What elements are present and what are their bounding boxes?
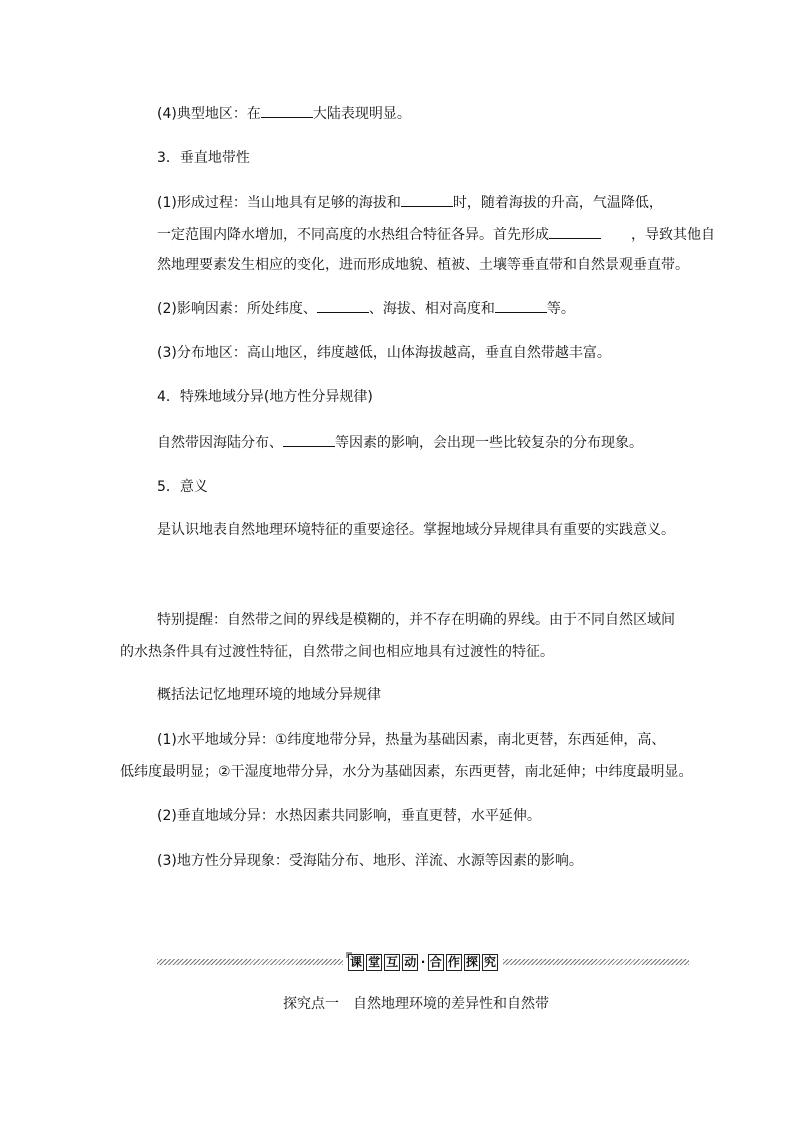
banner-char: 究 <box>482 954 498 971</box>
banner-hatch-left <box>157 959 343 965</box>
banner-char: 合 <box>428 954 444 971</box>
answer-blank <box>261 103 313 118</box>
banner-char: 探 <box>464 954 480 971</box>
banner-char: 作 <box>446 954 462 971</box>
summary-item3: (3)地方性分异现象：受海陆分布、地形、洋流、水源等因素的影响。 <box>157 853 583 869</box>
vertical-factors-middle: 、海拔、相对高度和 <box>368 301 495 317</box>
heading-special-differentiation: 4．特殊地域分异(地方性分异规律) <box>157 389 373 405</box>
vertical-formation-line1 <box>157 192 663 213</box>
answer-blank <box>549 224 601 239</box>
vertical-formation-suffix: 时，随着海拔的升高，气温降低， <box>452 195 663 211</box>
vertical-factors-suffix: 等。 <box>546 301 575 317</box>
section-banner <box>157 952 689 972</box>
vertical-distribution: (3)分布地区：高山地区，纬度越低，山体海拔越高，垂直自然带越丰富。 <box>157 345 611 361</box>
vertical-formation-line2-prefix: 一定范围内降水增加，不同高度的水热组合特征各异。首先形成 <box>157 227 549 243</box>
item-typical-region-prefix: (4)典型地区：在 <box>157 106 261 122</box>
banner-char: 课 <box>348 954 364 971</box>
special-text-suffix: 等因素的影响，会出现一些比较复杂的分布现象。 <box>335 435 643 451</box>
vertical-formation-prefix: (1)形成过程：当山地具有足够的海拔和 <box>157 195 401 211</box>
answer-blank <box>283 432 335 447</box>
heading-meaning: 5．意义 <box>157 479 208 495</box>
banner-char: 互 <box>384 954 400 971</box>
meaning-text: 是认识地表自然地理环境特征的重要途径。掌握地域分异规律具有重要的实践意义。 <box>157 522 675 538</box>
tip-line1: 特别提醒：自然带之间的界线是模糊的，并不存在明确的界线。由于不同自然区域间 <box>157 612 675 628</box>
tip-line2: 的水热条件具有过渡性特征，自然带之间也相应地具有过渡性的特征。 <box>120 644 554 660</box>
vertical-factors-prefix: (2)影响因素：所处纬度、 <box>157 301 317 317</box>
answer-blank <box>317 298 369 313</box>
vertical-formation-line2-suffix: ，导致其他自 <box>631 227 715 243</box>
summary-title: 概括法记忆地理环境的地域分异规律 <box>157 687 381 703</box>
banner-char: 动 <box>402 954 418 971</box>
answer-blank <box>495 298 547 313</box>
heading-vertical-zonality: 3．垂直地带性 <box>157 150 250 166</box>
banner-hatch-right <box>503 959 689 965</box>
summary-item1-line1: (1)水平地域分异：①纬度地带分异，热量为基础因素，南北更替，东西延伸，高、 <box>157 732 666 748</box>
vertical-formation-line2 <box>157 224 715 245</box>
banner-char: 堂 <box>366 954 382 971</box>
vertical-formation-line3: 然地理要素发生相应的变化，进而形成地貌、植被、土壤等垂直带和自然景观垂直带。 <box>157 257 689 273</box>
banner-label <box>347 953 499 971</box>
banner-separator: · <box>420 955 426 969</box>
item-typical-region <box>157 103 411 124</box>
item-typical-region-suffix: 大陆表现明显。 <box>312 106 411 122</box>
special-text-prefix: 自然带因海陆分布、 <box>157 435 283 451</box>
answer-blank <box>401 192 453 207</box>
vertical-factors <box>157 298 575 319</box>
explore-title: 探究点一 自然地理环境的差异性和自然带 <box>283 996 549 1012</box>
special-differentiation-text <box>157 432 643 453</box>
summary-item1-line2: 低纬度最明显；②干湿度地带分异，水分为基础因素，东西更替，南北延伸；中纬度最明显。 <box>120 764 693 780</box>
summary-item2: (2)垂直地域分异：水热因素共同影响，垂直更替，水平延伸。 <box>157 808 541 824</box>
